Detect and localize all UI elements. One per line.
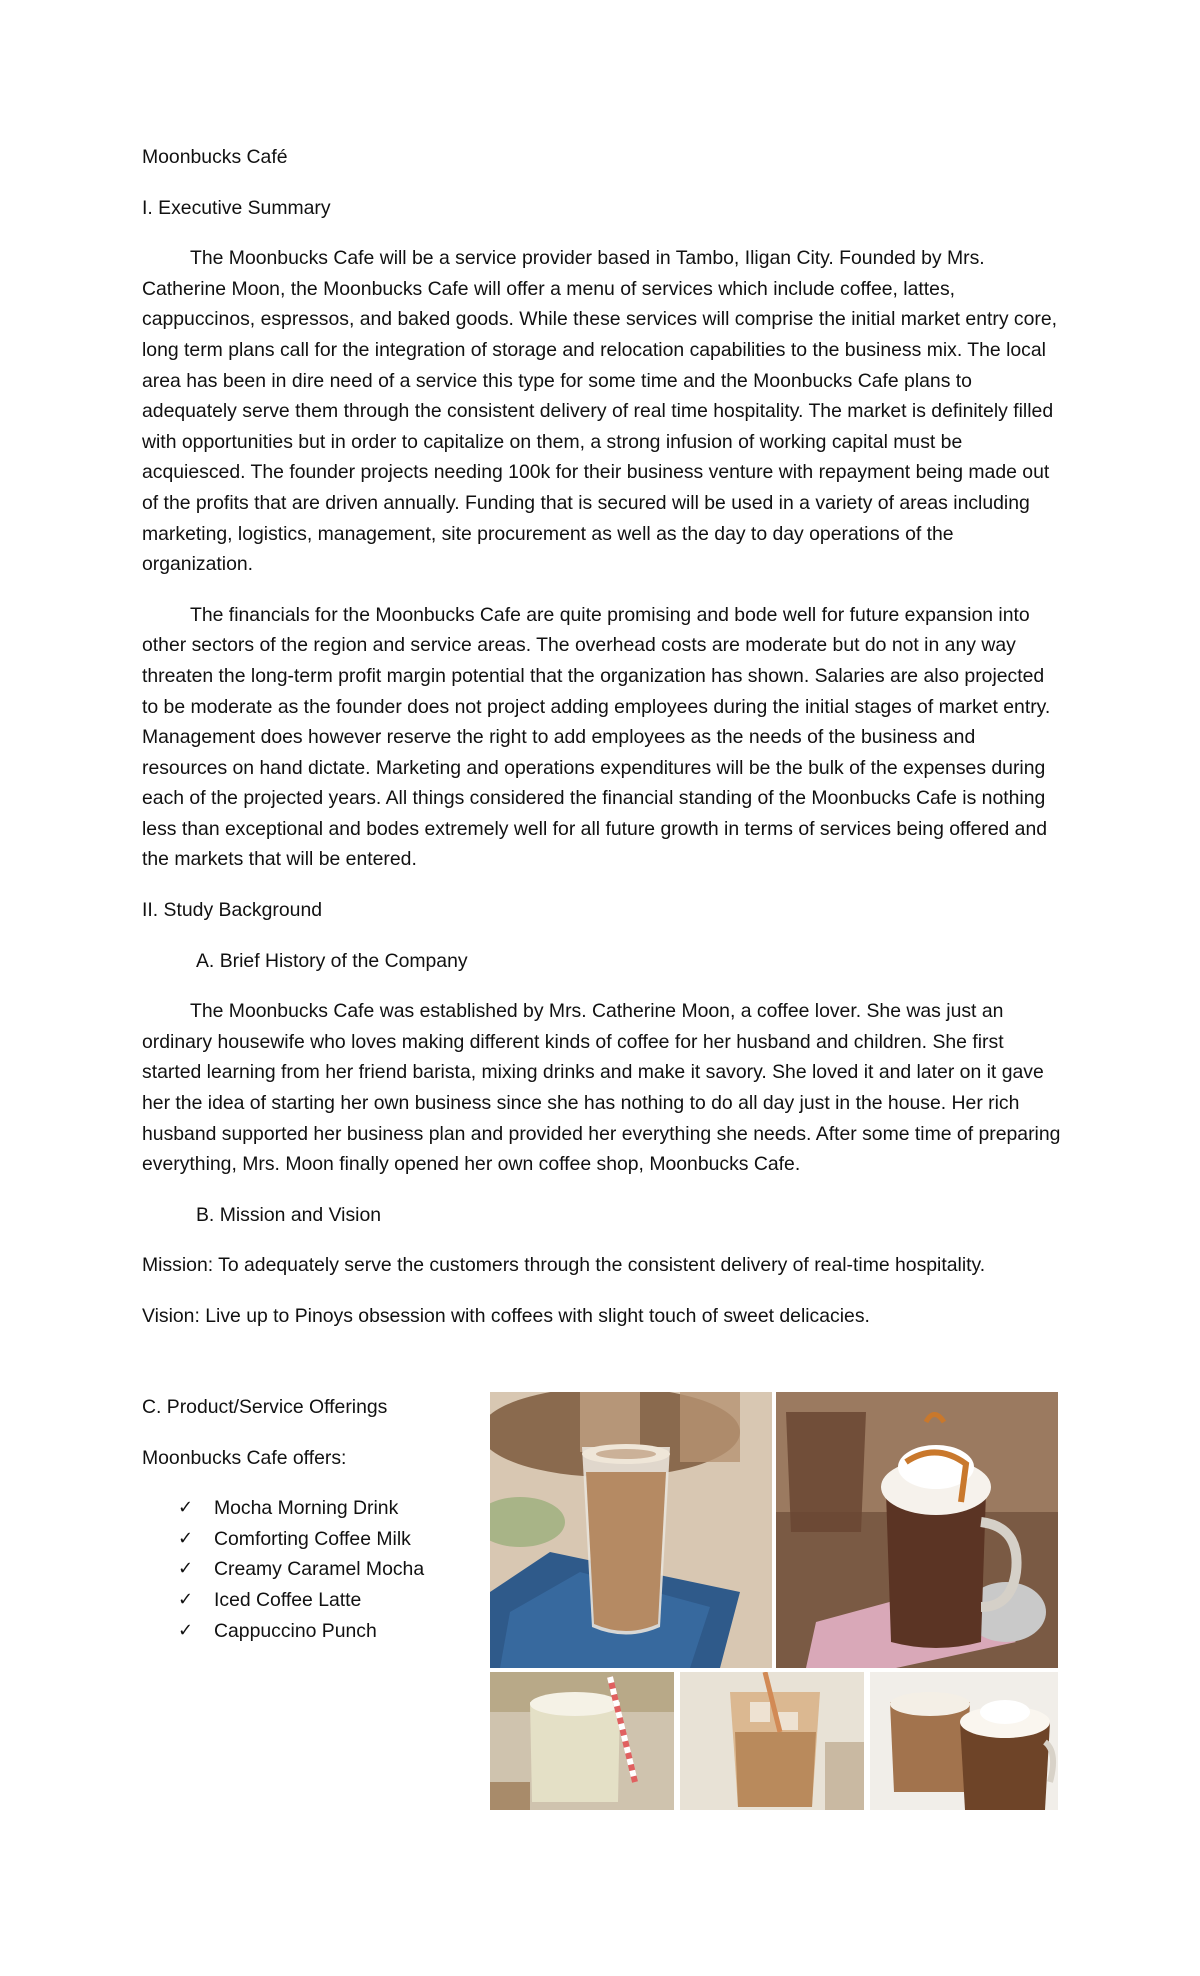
offering-label: Mocha Morning Drink [214,1497,399,1520]
mission-statement: Mission: To adequately serve the customers through the consistent delivery of real-time hospitality. [142,1254,986,1277]
checkmark-icon: ✓ [178,1558,194,1580]
checkmark-icon: ✓ [178,1588,194,1610]
history-paragraph: The Moonbucks Cafe was established by Mrs. Catherine Moon, a coffee lover. She was just an ordinary housewife who loves making different kinds of coffee for her husband and children. She first started learning from her friend barista, mixing drinks and make it savory. She loved it and later on it gave her the idea of starting her own business since she has nothing to do all day just in the house. Her rich husband supported her business plan and provided her everything she needs. After some time of preparing everything, Mrs. Moon finally opened her own coffee shop, Moonbucks Cafe. [142,1000,1061,1176]
coffee-milk-photo [490,1672,674,1810]
checkmark-icon: ✓ [178,1527,194,1549]
subheading-brief-history: A. Brief History of the Company [196,949,468,972]
product-offerings-section [142,1392,472,1646]
offering-label: Cappuccino Punch [214,1619,377,1642]
list-item [178,1616,472,1647]
subheading-mission-vision: B. Mission and Vision [196,1203,382,1226]
offerings-list [178,1493,472,1646]
executive-summary-paragraph-1: The Moonbucks Cafe will be a service provider based in Tambo, Iligan City. Founded by Mrs. Catherine Moon, the Moonbucks Cafe will offer a menu of services which include coffee, lattes, cappuccinos, espressos, and baked goods. While these services will comprise the initial market entry core, long term plans call for the integration of storage and relocation capabilities to the business mix. The local area has been in dire need of a service this type for some time and the Moonbucks Cafe plans to adequately serve them through the consistent delivery of real time hospitality. The market is definitely filled with opportunities but in order to capitalize on them, a strong infusion of working capital must be acquiesced. The founder projects needing 100k for their business venture with repayment being made out of the profits that are driven annually. Funding that is secured will be used in a variety of areas including marketing, logistics, management, site procurement as well as the day to day operations of the organization. [142,247,1058,576]
document-title: Moonbucks Café [142,146,288,168]
offering-label: Comforting Coffee Milk [214,1527,411,1550]
iced-coffee-latte-photo [680,1672,864,1810]
vision-statement: Vision: Live up to Pinoys obsession with coffees with slight touch of sweet delicacies. [142,1305,870,1327]
list-item [178,1524,472,1555]
offerings-intro: Moonbucks Cafe offers: [142,1446,347,1469]
list-item [178,1554,472,1585]
checkmark-icon: ✓ [178,1619,194,1641]
coffee-drinks-photo-collage [490,1392,1058,1810]
list-item [178,1585,472,1616]
executive-summary-paragraph-2: The financials for the Moonbucks Cafe are quite promising and bode well for future expansion into other sectors of the region and service areas. The overhead costs are moderate but do not in any way threaten the long-term profit margin potential that the organization has shown. Salaries are also projected to be moderate as the founder does not project adding employees during the initial stages of market entry. Management does however reserve the right to add employees as the needs of the business and resources on hand dictate. Marketing and operations expenditures will be the bulk of the expenses during each of the projected years. All things considered the financial standing of the Moonbucks Cafe is nothing less than exceptional and bodes extremely well for all future growth in terms of services being offered and the markets that will be entered. [142,603,1051,871]
section-heading-study-background: II. Study Background [142,899,323,922]
offering-label: Creamy Caramel Mocha [214,1558,425,1581]
list-item [178,1493,472,1524]
checkmark-icon: ✓ [178,1497,194,1519]
subheading-product-offerings: C. Product/Service Offerings [142,1396,388,1418]
cappuccino-punch-photo [870,1672,1058,1810]
mocha-drink-photo [490,1392,772,1668]
offering-label: Iced Coffee Latte [214,1588,362,1611]
caramel-mocha-photo [776,1392,1058,1668]
section-heading-executive-summary: I. Executive Summary [142,196,331,219]
document-body [142,142,1062,1352]
